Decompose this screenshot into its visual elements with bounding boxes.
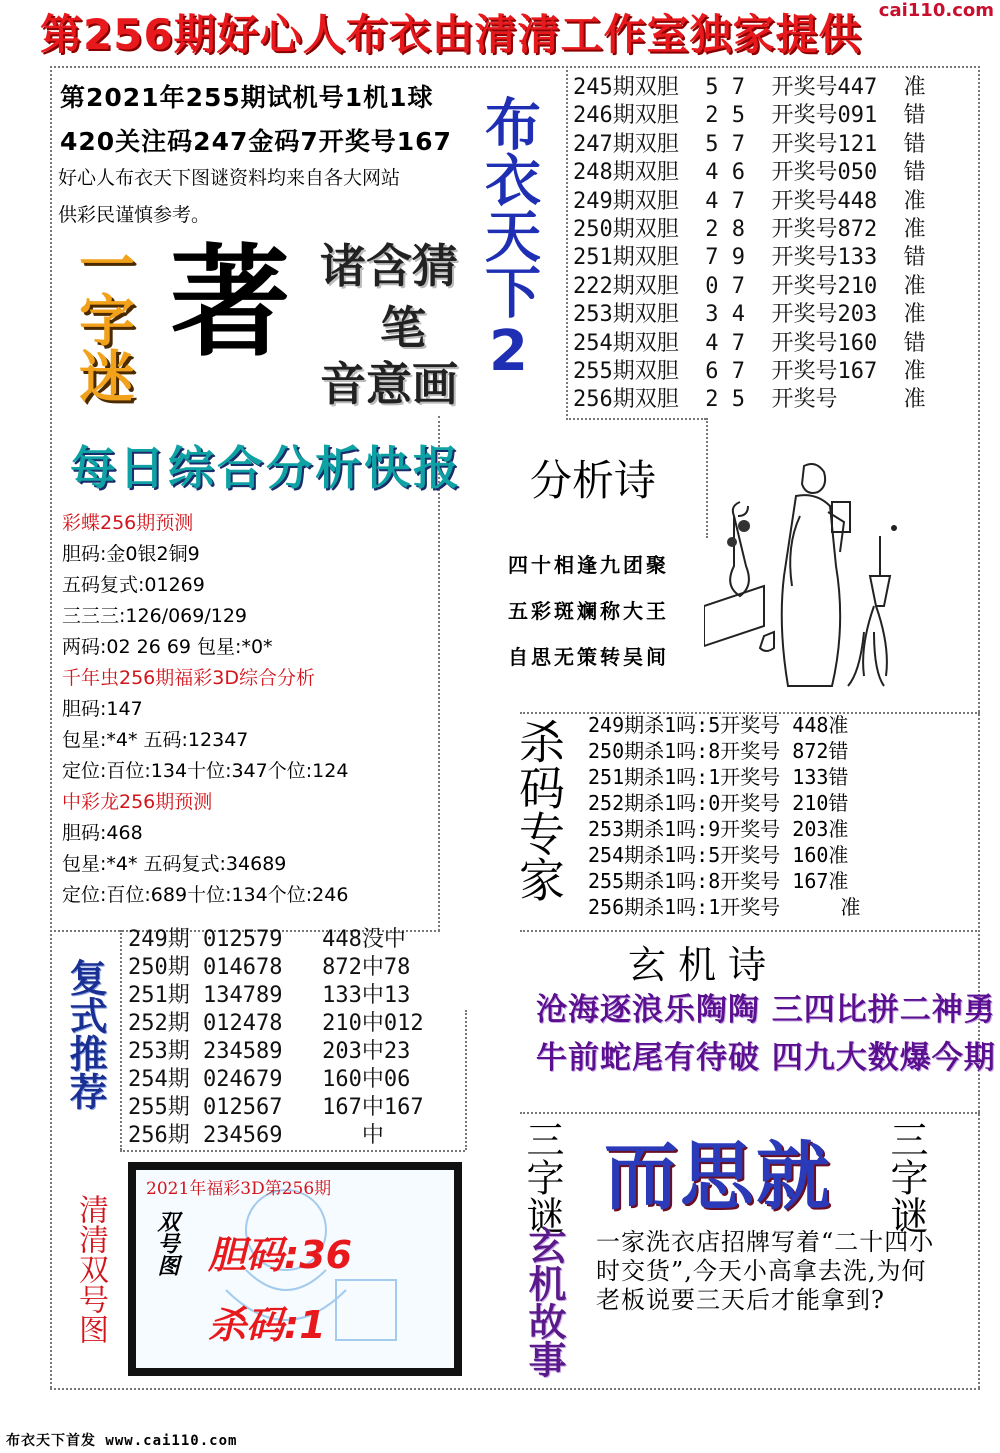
riddle-hint-top: 诸含猜 — [320, 239, 458, 293]
three-char-answer: 而思就 — [604, 1134, 832, 1220]
list-item: 251期 134789 133中13 — [128, 983, 411, 1008]
riddle-answer: 著 — [170, 232, 290, 373]
analysis-poem — [508, 542, 669, 680]
fushi-label: 复式推荐 — [63, 958, 107, 1110]
disclaimer-line-1: 好心人布衣天下图谜资料均来自各大网站 — [58, 167, 401, 189]
shuanghao-panel — [128, 1162, 462, 1376]
analysis-poem-title: 分析诗 — [530, 456, 657, 505]
list-item: 255期杀1吗:8开奖号 167准 — [588, 869, 849, 893]
trial-line-1: 第2021年255期试机号1机1球 — [60, 83, 434, 112]
qny-line: 包星:*4* 五码:12347 — [62, 729, 249, 751]
qny-line: 胆码:147 — [62, 698, 143, 720]
riddle-label: 一字迷 — [70, 235, 135, 403]
kill-expert-label: 杀码专家 — [512, 718, 566, 902]
three-char-label-right: 三字谜 — [884, 1120, 928, 1234]
caidie-title: 彩蝶256期预测 — [62, 512, 194, 534]
dan-code: 胆码:36 — [208, 1233, 353, 1277]
zcl-title: 中彩龙256期预测 — [62, 791, 213, 813]
list-item: 254期双胆 4 7 开奖号160 错 — [573, 330, 926, 356]
list-item: 249期杀1吗:5开奖号 448准 — [588, 713, 849, 737]
list-item: 256期双胆 2 5 开奖号 准 — [573, 387, 926, 413]
footer-credit: 布衣天下首发 www.cai110.com — [6, 1433, 238, 1449]
poem-line: 五彩斑斓称大王 — [508, 599, 669, 623]
caidie-line: 胆码:金0银2铜9 — [62, 543, 200, 565]
list-item: 250期杀1吗:8开奖号 872错 — [588, 739, 849, 763]
qny-line: 定位:百位:134十位:347个位:124 — [62, 760, 349, 782]
list-item: 252期杀1吗:0开奖号 210错 — [588, 791, 849, 815]
list-item: 256期 234569 中 — [128, 1123, 384, 1148]
zcl-line: 包星:*4* 五码复式:34689 — [62, 853, 287, 875]
story-label: 玄机故事 — [522, 1226, 566, 1378]
shuanghao-label: 清清双号图 — [73, 1194, 108, 1344]
caidie-line: 两码:02 26 69 包星:*0* — [62, 636, 273, 658]
list-item: 253期 234589 203中23 — [128, 1039, 411, 1064]
three-char-label-left: 三字谜 — [520, 1120, 564, 1234]
zcl-line: 胆码:468 — [62, 822, 143, 844]
zcl-line: 定位:百位:689十位:134个位:246 — [62, 884, 349, 906]
caidie-line: 五码复式:01269 — [62, 574, 205, 596]
shuanghao-side-label: 双号图 — [154, 1210, 179, 1276]
qny-title: 千年虫256期福彩3D综合分析 — [62, 667, 315, 689]
riddle-hint-mid: 笔 — [380, 301, 426, 355]
list-item: 255期 012567 167中167 — [128, 1095, 424, 1120]
list-item: 247期双胆 5 7 开奖号121 错 — [573, 131, 926, 157]
page-title: 第256期好心人布衣由清清工作室独家提供 — [40, 10, 862, 59]
list-item: 246期双胆 2 5 开奖号091 错 — [573, 103, 926, 129]
fushi-list — [128, 926, 424, 1150]
trial-line-2: 420关注码247金码7开奖号167 — [60, 127, 452, 156]
kill-code: 杀码:1 — [208, 1303, 326, 1347]
list-item: 250期双胆 2 8 开奖号872 准 — [573, 217, 926, 243]
brand-vertical: 布衣天下2 — [476, 95, 541, 384]
story-text: 一家洗衣店招牌写着“二十四小时交货”,今天小高拿去洗,为何老板说要三天后才能拿到? — [596, 1228, 935, 1314]
analysis-block — [62, 508, 442, 911]
daily-analysis-banner: 每日综合分析快报 — [70, 441, 462, 495]
list-item: 254期 024679 160中06 — [128, 1067, 411, 1092]
list-item: 222期双胆 0 7 开奖号210 准 — [573, 273, 926, 299]
riddle-hint-bottom: 音意画 — [320, 357, 458, 411]
list-item: 245期双胆 5 7 开奖号447 准 — [573, 75, 926, 100]
list-item: 251期杀1吗:1开奖号 133错 — [588, 765, 849, 789]
list-item: 250期 014678 872中78 — [128, 955, 411, 980]
list-item: 252期 012478 210中012 — [128, 1011, 424, 1036]
poem-line: 沧海逐浪乐陶陶 三四比拼二神勇 — [536, 992, 996, 1028]
caidie-line: 三三三:126/069/129 — [62, 605, 247, 627]
xuanji-poem — [536, 986, 996, 1082]
list-item: 255期双胆 6 7 开奖号167 准 — [573, 359, 926, 385]
scholar-illustration — [704, 456, 920, 706]
list-item: 253期双胆 3 4 开奖号203 准 — [573, 302, 926, 328]
shuanghao-header: 2021年福彩3D第256期 — [146, 1179, 332, 1199]
double-dan-list — [573, 74, 926, 415]
list-item: 256期杀1吗:1开奖号 准 — [588, 895, 861, 919]
site-watermark: cai110.com — [878, 0, 994, 21]
poem-line: 牛前蛇尾有待破 四九大数爆今期 — [536, 1040, 996, 1076]
list-item: 248期双胆 4 6 开奖号050 错 — [573, 160, 926, 186]
kill-code-list — [588, 712, 860, 920]
poem-line: 自思无策转吴间 — [508, 645, 669, 669]
list-item: 254期杀1吗:5开奖号 160准 — [588, 843, 849, 867]
list-item: 249期 012579 448没中 — [128, 927, 406, 952]
list-item: 251期双胆 7 9 开奖号133 错 — [573, 245, 926, 271]
poem-line: 四十相逢九团聚 — [508, 553, 669, 577]
list-item: 253期杀1吗:9开奖号 203准 — [588, 817, 849, 841]
xuanji-poem-title: 玄 机 诗 — [628, 943, 767, 987]
disclaimer-line-2: 供彩民谨慎参考。 — [58, 204, 211, 226]
list-item: 249期双胆 4 7 开奖号448 准 — [573, 188, 926, 214]
